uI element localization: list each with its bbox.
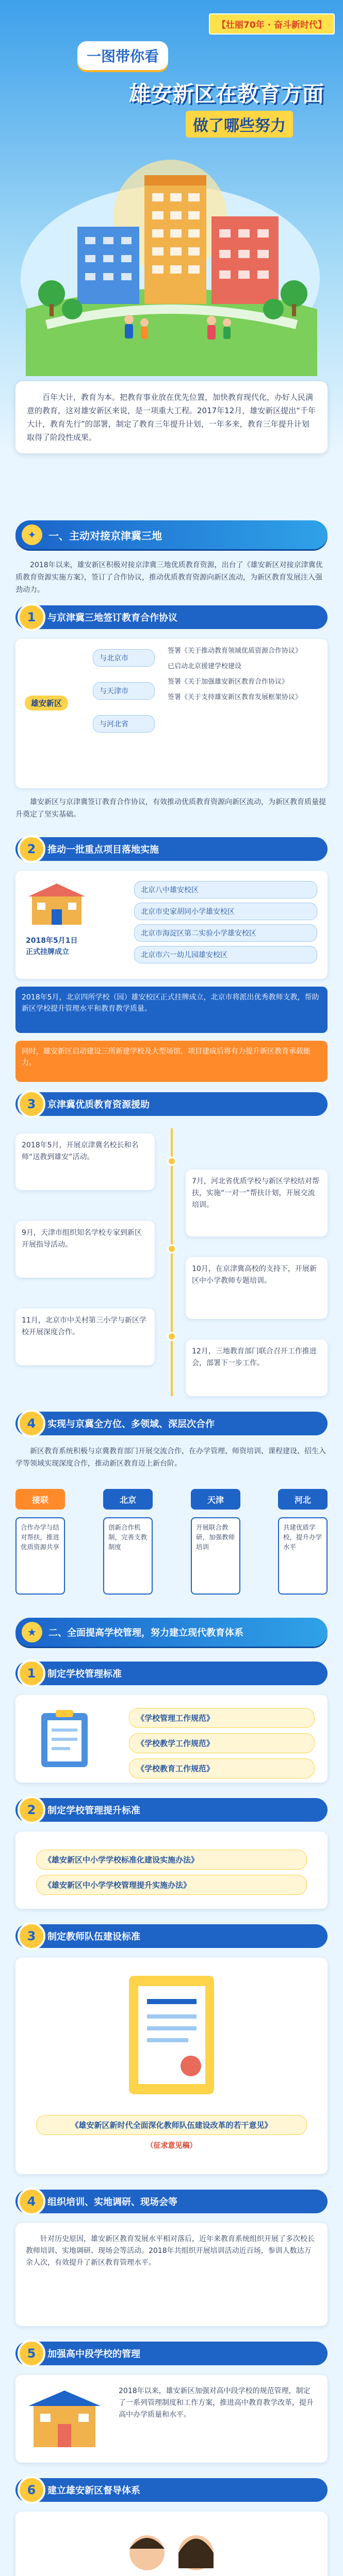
timeline-left-3 [15,1309,155,1365]
number-3-icon: 3 [18,1090,45,1118]
section-2-header [15,1618,328,1647]
sub-1-2-header [15,837,328,861]
coop-col-1: 合作办学与结对帮扶，推进优质资源共享 [15,1517,65,1595]
sub-2-2-title: 制定学校管理提升标准 [47,1805,140,1816]
coop-col-3: 开展联合教研，加强教师培训 [191,1517,240,1595]
timeline-left-1 [15,1133,155,1190]
hero-title: 雄安新区在教育方面 [129,81,324,107]
standard-2: 《学校教学工作规范》 [129,1733,315,1753]
agreement-4: 签署《关于支持雄安新区教育发展框架协议》 [168,693,302,701]
improvement-2: 《雄安新区中小学学校管理提升实施办法》 [36,1875,307,1895]
agreement-3: 签署《关于加强雄安新区教育合作协议》 [168,678,289,686]
coop-head-2: 北京 [103,1489,153,1510]
number-3-icon: 3 [18,1922,45,1950]
agreement-1: 签署《关于推动教育领域优质资源合作协议》 [168,647,302,655]
sub-1-2-title: 推动一批重点项目落地实施 [47,844,159,855]
standards-card [15,1695,328,1783]
timeline-left-2-text: 9月，天津市组织知名学校专家到新区开展指导活动。 [22,1229,142,1249]
timeline-right-1-text: 7月，河北省优质学校与新区学校结对帮扶，实施“一对一”帮扶计划，开展交流培训。 [192,1177,319,1209]
sub-2-1-header [15,1662,328,1685]
improvement-card [15,1832,328,1909]
number-6-icon: 6 [18,2476,45,2504]
standard-1: 《学校管理工作规范》 [129,1708,315,1728]
opening-note: 正式挂牌成立 [26,948,69,956]
schools-news-box [15,987,328,1033]
number-4-icon: 4 [18,2188,45,2215]
opening-date: 2018年5月1日 [26,937,78,945]
sub-1-1-summary: 雄安新区与京津冀签订教育合作协议，有效推动优质教育资源向新区流动，为新区教育质量提升奠定了坚实基础。 [15,798,326,819]
improvement-1: 《雄安新区中小学学校标准化建设实施办法》 [36,1850,307,1870]
number-1-icon: 1 [18,603,45,631]
number-1-icon: 1 [18,1659,45,1687]
timeline-right-3 [186,1340,328,1396]
agreement-2: 已启动北京援建学校建设 [168,663,242,670]
school-4: 北京市六一幼儿园雄安校区 [134,946,317,963]
hero-kicker: 一图带你看 [77,41,168,70]
supervision-card [15,2512,328,2576]
sub-1-1-title: 与京津冀三地签订教育合作协议 [47,613,177,623]
number-4-icon: 4 [18,1410,45,1437]
school-1: 北京八中雄安校区 [134,881,317,899]
sub-1-1-header [15,605,328,629]
standard-3: 《学校教育工作规范》 [129,1758,315,1778]
sub-1-4-intro: 新区教育系统积极与京冀教育部门开展交流合作，在办学管理、师资培训、课程建设、招生入学等领域实现深度合作，推动新区教育迈上新台阶。 [15,1447,326,1468]
sub-2-1-title: 制定学校管理标准 [47,1669,122,1680]
sub-2-3-header [15,1924,328,1948]
xiongan-tag: 雄安新区 [25,696,68,710]
sub-2-4-title: 组织培训、实地调研、现场会等 [47,2197,177,2208]
school-2: 北京市史家胡同小学雄安校区 [134,903,317,920]
high-school-card [15,2375,328,2463]
sub-2-2-header [15,1798,328,1822]
hero-illustration [15,139,328,376]
intro-box [15,381,328,453]
sub-1-3-title: 京津冀优质教育资源援助 [47,1099,150,1110]
high-school-building-icon [26,2388,103,2450]
schools-notice-text: 同时，雄安新区启动建设三所新建学校及大型场馆，项目建成后将有力提升新区教育承载能力。 [22,1047,311,1067]
sub-2-5-header [15,2342,328,2365]
teacher-doc: 《雄安新区新时代全面深化教师队伍建设改革的若干意见》 [36,2115,307,2135]
teacher-doc-note: （征求意见稿） [146,2142,197,2150]
timeline-left-1-text: 2018年5月，开展京津冀名校长和名师“送教到雄安”活动。 [22,1141,139,1161]
timeline-right-2-text: 10月，在京津冀高校的支持下，开展新区中小学教师专题培训。 [192,1265,317,1285]
section-1-title: 一、主动对接京津冀三地 [48,529,162,542]
training-card [15,2223,328,2326]
partner-beijing: 与北京市 [93,649,155,667]
timeline-left-2 [15,1221,155,1278]
sub-1-4-header [15,1412,328,1435]
sub-1-3-header [15,1092,328,1116]
campus-illustration-icon [15,139,328,376]
hero-subtitle: 做了哪些努力 [186,111,293,138]
clipboard-icon [31,1708,98,1770]
hero [0,0,343,453]
document-icon [119,1971,224,2105]
agreement-card [15,639,328,788]
timeline-dot-2 [167,1244,176,1253]
number-2-icon: 2 [18,1796,45,1824]
schools-card [15,871,328,979]
sub-2-4-header [15,2190,328,2213]
sub-2-3-title: 制定教师队伍建设标准 [47,1931,140,1942]
coop-head-3: 天津 [191,1489,240,1510]
section-2-title: 二、全面提高学校管理，努力建立现代教育体系 [48,1628,243,1638]
section-1-header [15,520,328,549]
sub-2-5-title: 加强高中段学校的管理 [47,2349,140,2360]
high-school-text: 2018年以来，雄安新区加强对高中段学校的规范管理，制定了一系列管理制度和工作方案，推进高中教育教学改革，提升高中办学质量和水平。 [119,2387,314,2419]
training-text: 针对历史原因，雄安新区教育发展水平相对落后，近年来教育系统组织开展了多次校长教师培训、实地调研、现场会等活动。2018年共组织开展培训活动近百场，参训人数达万余人次，有效提升了新区教育管理水平。 [26,2235,315,2267]
coop-col-2: 创新合作机制，完善支教制度 [103,1517,153,1595]
number-2-icon: 2 [18,835,45,863]
intro-text: 百年大计，教育为本。把教育事业放在优先位置，加快教育现代化，办好人民满意的教育，这对雄安新区来说，是一项重大工程。2017年12月，雄安新区提出“千年大计，教育先行”的部署，制定了教育三年提升计划，一年多来，教育三年提升计划取得了阶段性成果。 [27,393,316,442]
schools-notice-box [15,1041,328,1082]
coop-head-4: 河北 [278,1489,328,1510]
supervisors-icon [108,2522,235,2576]
timeline-axis [171,1128,173,1396]
timeline-left-3-text: 11月，北京市中关村第三小学与新区学校开展深度合作。 [22,1316,146,1336]
sub-2-6-header [15,2478,328,2502]
timeline-right-2 [186,1257,328,1319]
sub-2-6-title: 建立雄安新区督导体系 [47,2485,140,2496]
section-1-intro: 2018年以来，雄安新区积极对接京津冀三地优质教育资源，出台了《雄安新区对接京津冀优质教育资源实施方案》，签订了合作协议，推动优质教育资源向新区流动，为新区教育发展注入强劲动力。 [15,561,323,594]
schools-news-text: 2018年5月，北京四所学校（园）雄安校区正式挂牌成立，北京市将派出优秀教师支教，帮助新区学校提升管理水平和教育教学质量。 [22,993,319,1013]
school-building-icon [26,881,88,927]
timeline-right-1 [186,1170,328,1236]
sub-1-4-title: 实现与京冀全方位、多领域、深层次合作 [47,1419,215,1430]
timeline-dot-1 [167,1157,176,1166]
timeline-dot-3 [167,1332,176,1341]
school-3: 北京市海淀区第二实验小学雄安校区 [134,924,317,942]
coop-head-1: 接联 [15,1489,65,1510]
handshake-icon: ✦ [22,524,42,545]
timeline-right-3-text: 12月，三地教育部门联合召开工作推进会，部署下一步工作。 [192,1347,317,1367]
number-5-icon: 5 [18,2340,45,2367]
teacher-standard-card [15,1958,328,2174]
hero-badge: 【壮丽70年 · 奋斗新时代】 [209,13,335,35]
partner-tianjin: 与天津市 [93,682,155,700]
school-icon: ★ [22,1622,42,1642]
partner-hebei: 与河北省 [93,715,155,733]
coop-col-4: 共建优质学校，提升办学水平 [278,1517,328,1595]
